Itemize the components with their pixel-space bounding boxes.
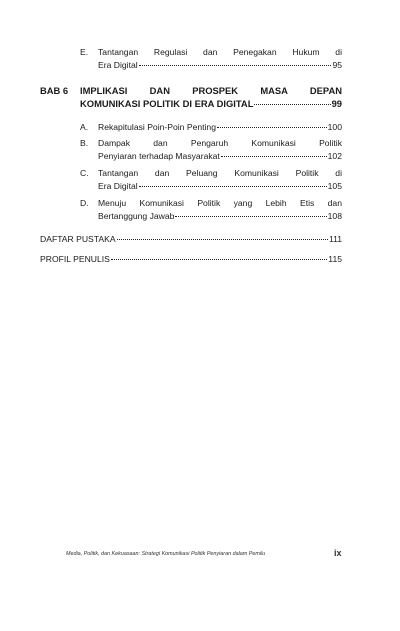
toc-entry-label: E. bbox=[80, 47, 89, 57]
toc-chapter-label: BAB 6 bbox=[40, 85, 69, 96]
toc-page-number: 102 bbox=[327, 151, 342, 161]
toc-entry-text: DAFTAR PUSTAKA bbox=[40, 234, 116, 244]
toc-page-number: 95 bbox=[332, 60, 342, 70]
toc-entry-d[interactable] bbox=[80, 197, 342, 223]
toc-entry-label: C. bbox=[80, 168, 89, 178]
toc-chapter-title-line-2: KOMUNIKASI POLITIK DI ERA DIGITAL bbox=[80, 98, 254, 109]
toc-entry-text-line-2: Bertanggung Jawab bbox=[98, 211, 175, 221]
toc-entry-text-line-1: Tantangan dan Peluang Komunikasi Politik di bbox=[98, 168, 342, 178]
toc-entry-text-line-1: Rekapitulasi Poin-Poin Penting bbox=[98, 122, 216, 132]
toc-entry-text-line-2: Penyiaran terhadap Masyarakat bbox=[98, 151, 220, 161]
toc-entry-e[interactable] bbox=[80, 46, 342, 72]
toc-entry-text-line-2: Era Digital bbox=[98, 60, 138, 70]
toc-entry-text: PROFIL PENULIS bbox=[40, 254, 110, 264]
dot-leader bbox=[254, 104, 330, 105]
footer-page-number: ix bbox=[334, 548, 342, 558]
toc-entry-b[interactable] bbox=[80, 137, 342, 163]
toc-entry-bab-6[interactable] bbox=[40, 84, 342, 110]
dot-leader bbox=[175, 216, 326, 217]
toc-entry-text-line-1: Menuju Komunikasi Politik yang Lebih Etis dan bbox=[98, 198, 342, 208]
dot-leader bbox=[111, 259, 327, 260]
toc-page-number: 108 bbox=[327, 211, 342, 221]
toc-entry-label: D. bbox=[80, 198, 89, 208]
toc-entry-c[interactable] bbox=[80, 167, 342, 193]
toc-entry-label: A. bbox=[80, 122, 89, 132]
running-title: Media, Politik, dan Kekuasaan: Strategi Komunikasi Politik Penyiaran dalam Pemilu bbox=[66, 551, 266, 557]
toc-page-number: 105 bbox=[327, 181, 342, 191]
toc-chapter-title-line-1: IMPLIKASI DAN PROSPEK MASA DEPAN bbox=[80, 85, 342, 96]
toc-page-number: 99 bbox=[331, 98, 342, 109]
dot-leader bbox=[217, 127, 327, 128]
toc-page-number: 100 bbox=[327, 122, 342, 132]
toc-entry-text-line-1: Tantangan Regulasi dan Penegakan Hukum di bbox=[98, 47, 342, 57]
toc-page-number: 115 bbox=[328, 254, 342, 264]
toc-entry-a[interactable] bbox=[80, 121, 342, 134]
dot-leader bbox=[221, 156, 327, 157]
toc-entry-text-line-1: Dampak dan Pengaruh Komunikasi Politik bbox=[98, 138, 342, 148]
dot-leader bbox=[139, 65, 332, 66]
dot-leader bbox=[139, 186, 327, 187]
toc-page-number: 111 bbox=[328, 234, 342, 244]
toc-entry-profil-penulis[interactable] bbox=[40, 253, 342, 266]
toc-entry-daftar-pustaka[interactable] bbox=[40, 233, 342, 246]
dot-leader bbox=[117, 239, 328, 240]
toc-entry-label: B. bbox=[80, 138, 89, 148]
toc-entry-text-line-2: Era Digital bbox=[98, 181, 138, 191]
